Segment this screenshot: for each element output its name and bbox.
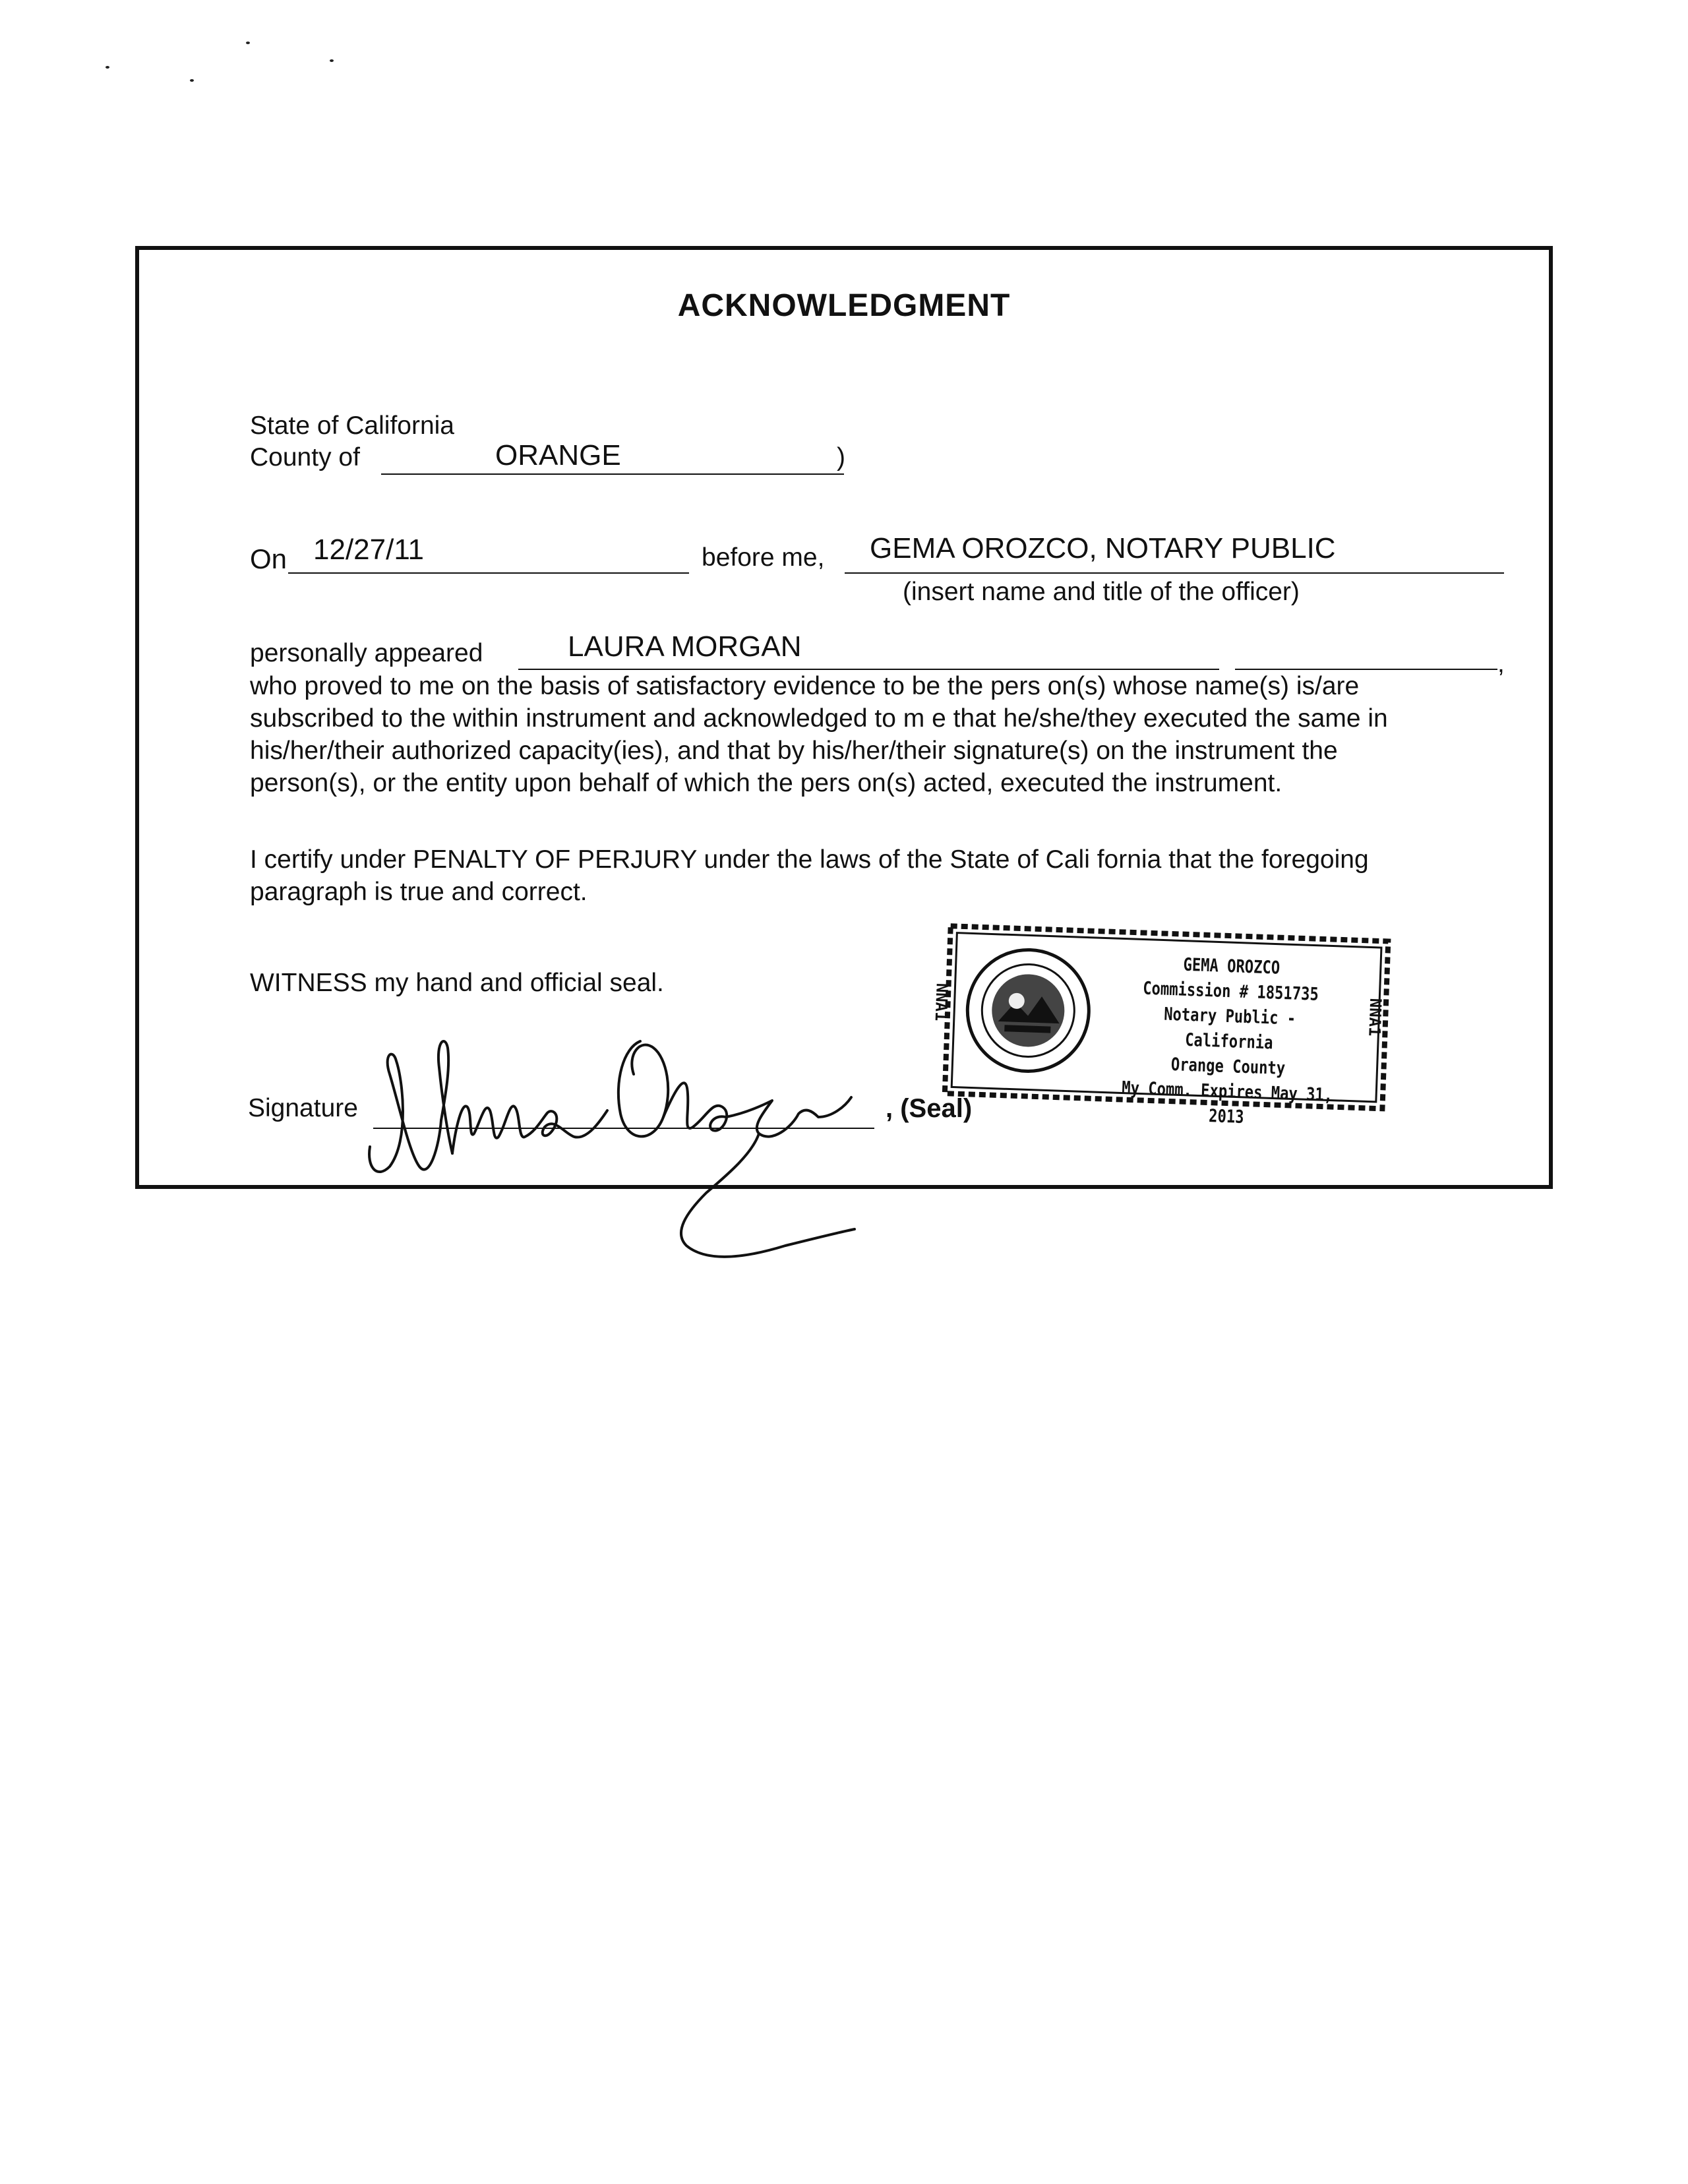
stamp-side-right: NNA1	[1365, 998, 1385, 1037]
seal-label: , (Seal)	[886, 1094, 973, 1123]
stamp-text	[1118, 950, 1340, 1133]
signature-label: Signature	[248, 1094, 358, 1122]
county-underline	[381, 473, 844, 475]
officer-caption: (insert name and title of the officer)	[903, 578, 1300, 606]
state-seal-icon	[965, 948, 1091, 1073]
date-underline	[288, 572, 689, 574]
date-value: 12/27/11	[313, 533, 425, 566]
officer-underline	[845, 572, 1504, 574]
appeared-value: LAURA MORGAN	[568, 630, 802, 663]
form-title: ACKNOWLEDGMENT	[677, 288, 1011, 323]
witness-line: WITNESS my hand and official seal.	[250, 969, 664, 997]
county-close-paren: )	[837, 443, 845, 471]
stamp-line: My Comm. Expires May 31, 2013	[1121, 1077, 1333, 1128]
stamp-line: GEMA OROZCO	[1183, 954, 1281, 979]
notary-stamp	[931, 921, 1394, 1128]
body-line: subscribed to the within instrument and acknowledged to m e that he/she/they executed the same in	[250, 704, 1388, 733]
appeared-label: personally appeared	[250, 639, 483, 667]
appeared-comma: ,	[1497, 650, 1505, 678]
certify-line: paragraph is true and correct.	[250, 878, 588, 906]
stamp-line: Orange County	[1170, 1054, 1286, 1079]
state-line: State of California	[250, 411, 455, 440]
scan-speck	[190, 79, 194, 82]
body-line: who proved to me on the basis of satisfactory evidence to be the pers on(s) whose name(s) is/are	[250, 672, 1360, 700]
stamp-side-left: NNA1	[931, 983, 951, 1022]
officer-value: GEMA OROZCO, NOTARY PUBLIC	[870, 532, 1336, 564]
scan-speck	[246, 42, 250, 44]
on-label: On	[250, 543, 287, 574]
certify-line: I certify under PENALTY OF PERJURY under the laws of the State of Cali fornia that the foregoing	[250, 845, 1369, 874]
body-line: his/her/their authorized capacity(ies), and that by his/her/their signature(s) on the instrument the	[250, 737, 1338, 765]
handwritten-signature	[363, 1002, 864, 1265]
county-label: County of	[250, 443, 360, 471]
stamp-line: Notary Public - California	[1163, 1004, 1296, 1054]
before-me-label: before me,	[702, 543, 825, 572]
acknowledgment-form	[135, 246, 1553, 1189]
body-line: person(s), or the entity upon behalf of which the pers on(s) acted, executed the instrument.	[250, 769, 1282, 797]
scan-speck	[106, 66, 109, 69]
scan-speck	[330, 59, 334, 62]
stamp-line: Commission # 1851735	[1142, 978, 1319, 1005]
county-value: ORANGE	[495, 439, 621, 471]
